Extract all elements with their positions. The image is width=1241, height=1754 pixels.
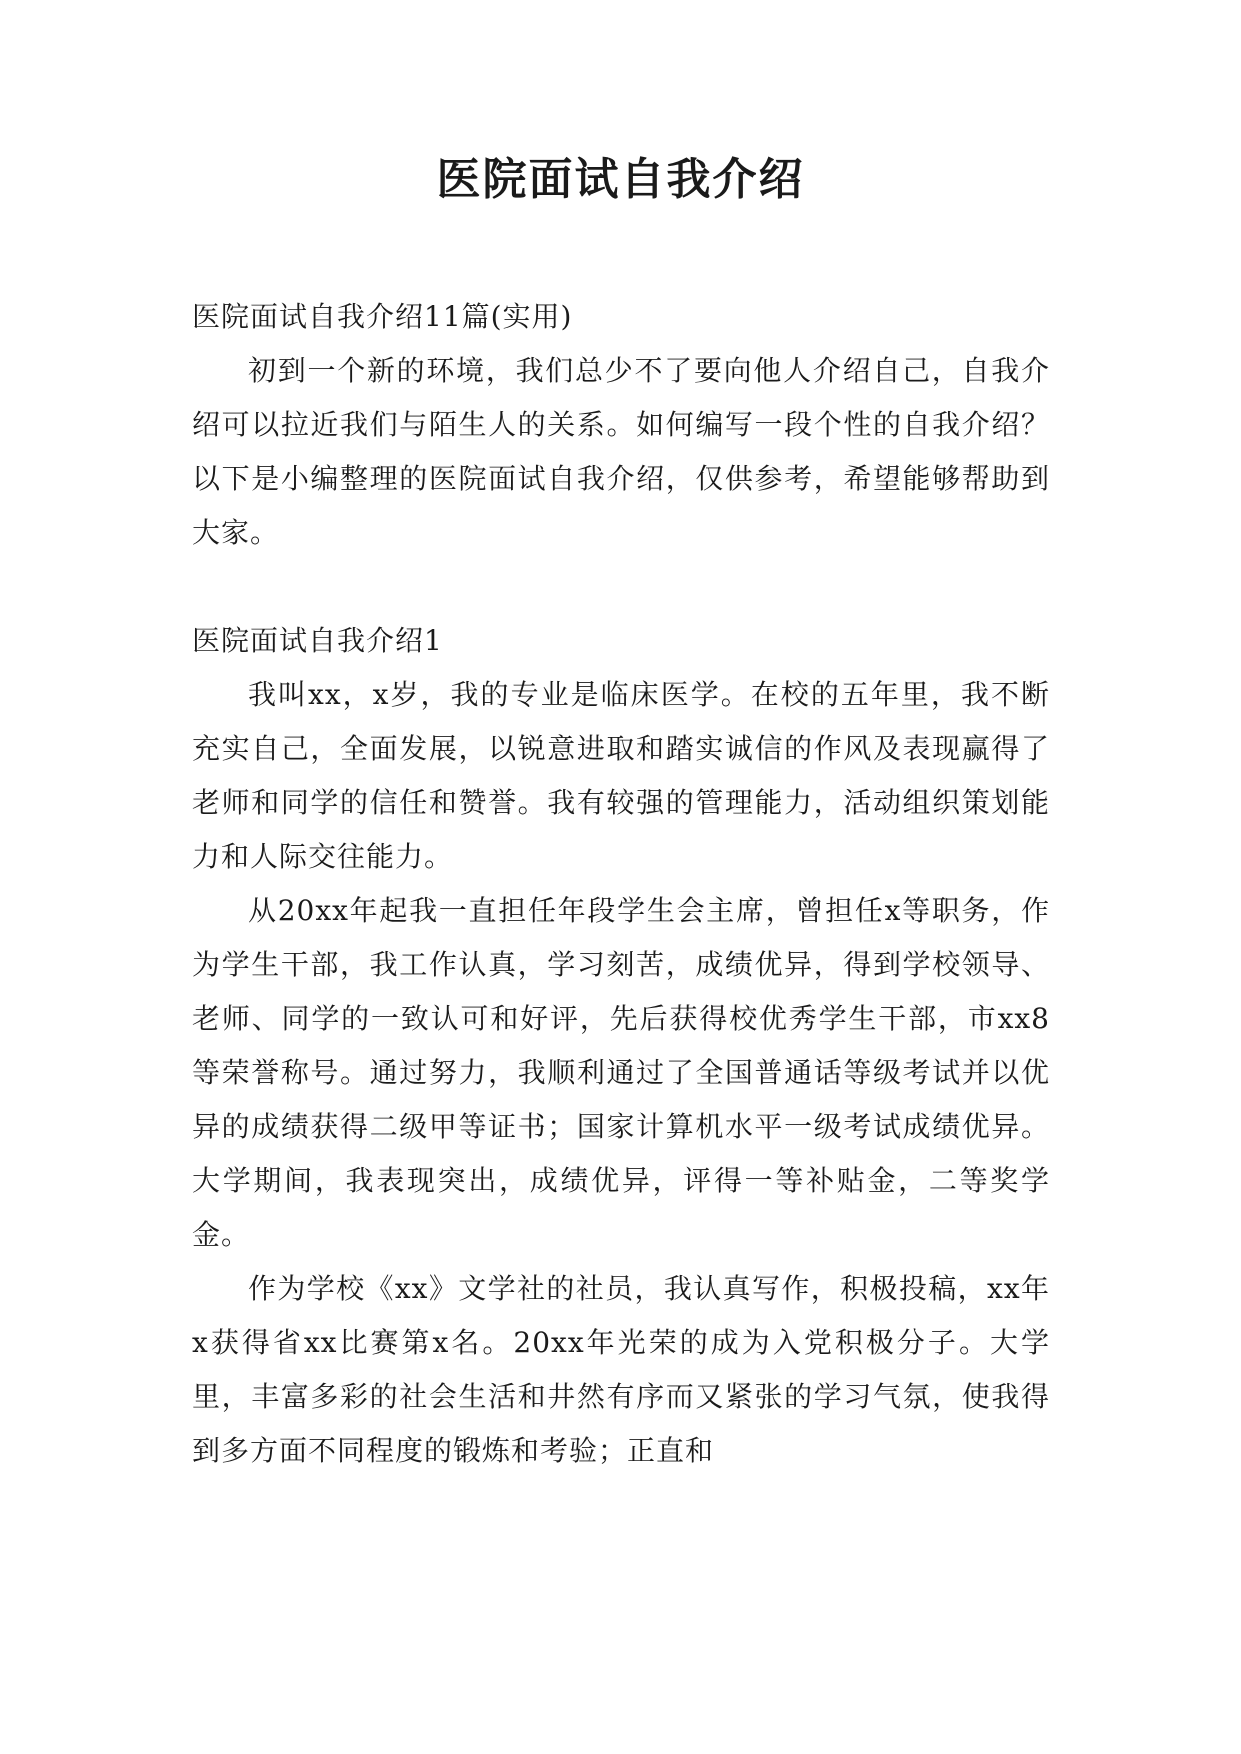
body-paragraph: 我叫xx，x岁，我的专业是临床医学。在校的五年里，我不断充实自己，全面发展，以锐意进取和踏实诚信的作风及表现赢得了老师和同学的信任和赞誉。我有较强的管理能力，活动组织策划能力和人际交往能力。 — [192, 678, 1050, 873]
section-heading: 医院面试自我介绍1 — [192, 624, 443, 657]
document-title: 医院面试自我介绍 — [436, 154, 805, 205]
body-paragraph: 从20xx年起我一直担任年段学生会主席，曾担任x等职务，作为学生干部，我工作认真，学习刻苦，成绩优异，得到学校领导、老师、同学的一致认可和好评，先后获得校优秀学生干部，市xx8等荣誉称号。通过努力，我顺利通过了全国普通话等级考试并以优异的成绩获得二级甲等证书；国家计算机水平一级考试成绩优异。大学期间，我表现突出，成绩优异，评得一等补贴金，二等奖学金。 — [192, 894, 1050, 1251]
document-subtitle: 医院面试自我介绍11篇(实用) — [192, 300, 573, 333]
document-body — [192, 290, 1050, 1478]
intro-paragraph: 初到一个新的环境，我们总少不了要向他人介绍自己，自我介绍可以拉近我们与陌生人的关系。如何编写一段个性的自我介绍？以下是小编整理的医院面试自我介绍，仅供参考，希望能够帮助到大家。 — [192, 354, 1050, 549]
body-paragraph: 作为学校《xx》文学社的社员，我认真写作，积极投稿，xx年x获得省xx比赛第x名。20xx年光荣的成为入党积极分子。大学里，丰富多彩的社会生活和井然有序而又紧张的学习气氛，使我得到多方面不同程度的锻炼和考验；正直和 — [192, 1272, 1050, 1467]
section-spacer — [192, 560, 1050, 614]
